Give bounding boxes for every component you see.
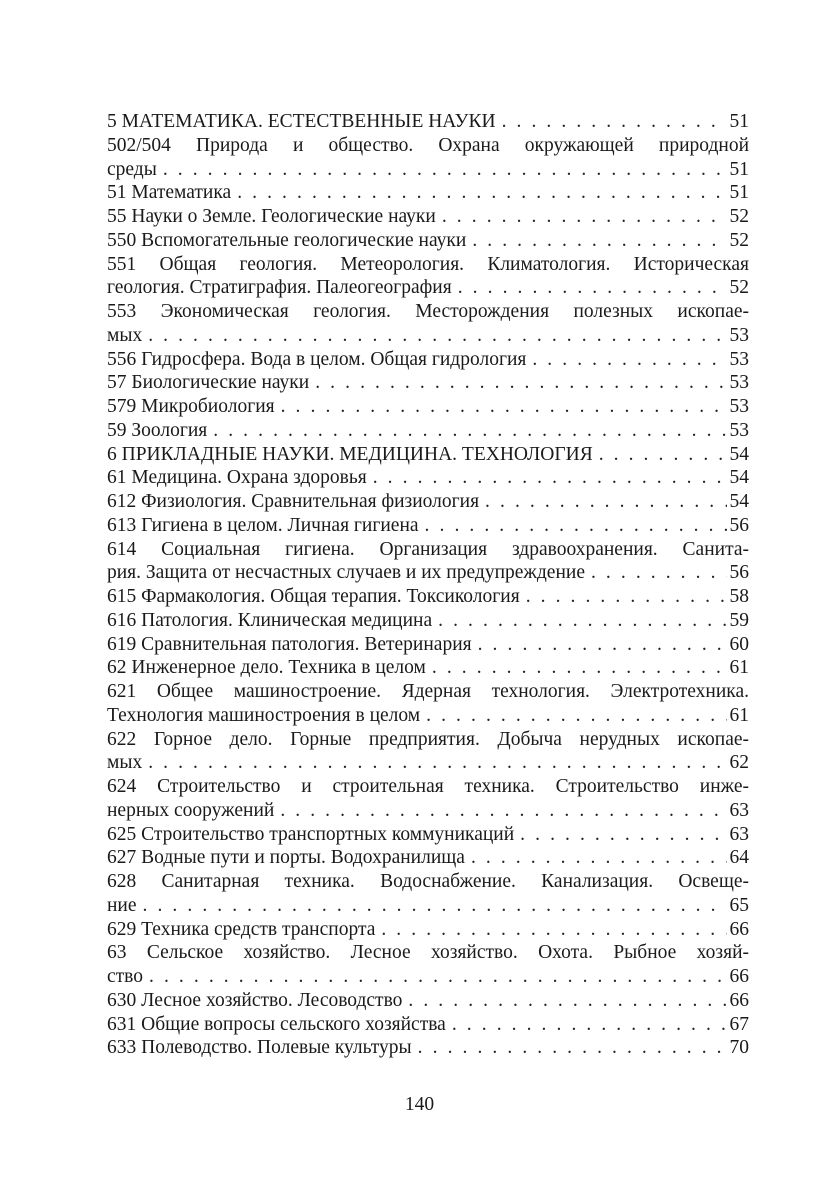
toc-entry bbox=[107, 181, 749, 205]
toc-entry-title: 624 Строительство и строительная техника. Строительство инже- bbox=[107, 776, 749, 797]
toc-entry bbox=[107, 300, 749, 348]
toc-page-number: 56 bbox=[729, 562, 749, 584]
toc-entry bbox=[107, 110, 749, 134]
toc-entry-last-line bbox=[107, 751, 749, 775]
toc-entry-last-line bbox=[107, 419, 749, 443]
leader-dots bbox=[149, 965, 726, 989]
toc-entry-title: 59 Зоология bbox=[107, 419, 208, 441]
toc-entry-title: 55 Науки о Земле. Геологические науки bbox=[107, 206, 436, 227]
toc-entry-title: 631 Общие вопросы сельского хозяйства bbox=[107, 1013, 446, 1035]
toc-page-number: 52 bbox=[729, 206, 749, 227]
leader-dots bbox=[281, 395, 727, 419]
toc-entry-last-line bbox=[107, 656, 749, 680]
toc-page-number: 51 bbox=[729, 111, 749, 132]
toc-entry-line bbox=[107, 538, 749, 562]
toc-entry-title: геология. Стратиграфия. Палеогеография bbox=[107, 277, 452, 299]
toc-page-number: 54 bbox=[729, 491, 749, 512]
toc-entry-title: 622 Горное дело. Горные предприятия. Добыча нерудных ископае- bbox=[107, 728, 749, 750]
leader-dots bbox=[438, 609, 726, 633]
toc-page-number: 53 bbox=[729, 419, 749, 441]
toc-page-number: 63 bbox=[729, 823, 749, 845]
toc-entry-title: 621 Общее машиностроение. Ядерная технология. Электротехника. bbox=[107, 681, 749, 702]
toc-entry-last-line bbox=[107, 371, 749, 395]
toc-entry-title: 614 Социальная гигиена. Организация здравоохранения. Санита- bbox=[107, 538, 749, 560]
toc-entry-title: 63 Сельское хозяйство. Лесное хозяйство. Охота. Рыбное хозяй- bbox=[107, 942, 749, 964]
toc-entry-last-line bbox=[107, 205, 749, 229]
toc-page-number: 66 bbox=[729, 989, 749, 1011]
toc-entry-title: 627 Водные пути и порты. Водохранилища bbox=[107, 847, 465, 869]
leader-dots bbox=[418, 1036, 727, 1060]
toc-page-number: 51 bbox=[729, 182, 749, 204]
toc-entry-title: 612 Физиология. Сравнительная физиология bbox=[107, 491, 480, 512]
toc-entry bbox=[107, 229, 749, 253]
toc-entry-title: 5 МАТЕМАТИКА. ЕСТЕСТВЕННЫЕ НАУКИ bbox=[107, 111, 496, 132]
toc-entry-last-line bbox=[107, 704, 749, 728]
toc-entry-last-line bbox=[107, 918, 749, 942]
toc-entry bbox=[107, 348, 749, 372]
toc-entry bbox=[107, 395, 749, 419]
toc-entry-title: нерных сооружений bbox=[107, 799, 275, 821]
toc-entry-title: 62 Инженерное дело. Техника в целом bbox=[107, 657, 426, 679]
toc-page-number: 53 bbox=[729, 348, 749, 370]
toc-entry-title: ство bbox=[107, 966, 144, 987]
toc-entry-line bbox=[107, 134, 749, 158]
toc-page-number: 63 bbox=[729, 799, 749, 821]
leader-dots bbox=[143, 894, 727, 918]
leader-dots bbox=[425, 514, 727, 538]
toc-entry-last-line bbox=[107, 633, 749, 657]
toc-entry bbox=[107, 656, 749, 680]
toc-entry bbox=[107, 585, 749, 609]
toc-entry bbox=[107, 609, 749, 633]
toc-entry-line bbox=[107, 728, 749, 752]
toc-entry-last-line bbox=[107, 181, 749, 205]
toc-entry-line bbox=[107, 775, 749, 799]
toc-page-number: 52 bbox=[729, 277, 749, 299]
toc-entry-last-line bbox=[107, 799, 749, 823]
toc-entry bbox=[107, 633, 749, 657]
toc-page-number: 70 bbox=[729, 1037, 749, 1059]
toc-entry bbox=[107, 823, 749, 847]
toc-entry-last-line bbox=[107, 110, 749, 134]
toc-entry-title: 615 Фармакология. Общая терапия. Токсикология bbox=[107, 586, 520, 607]
toc-entry-last-line bbox=[107, 585, 749, 609]
toc-page-number: 56 bbox=[729, 514, 749, 536]
leader-dots bbox=[426, 704, 726, 728]
leader-dots bbox=[315, 371, 726, 395]
toc-entry-last-line bbox=[107, 276, 749, 300]
toc-page-number: 67 bbox=[729, 1013, 749, 1035]
toc-page-number: 66 bbox=[729, 918, 749, 940]
toc-entry-last-line bbox=[107, 1013, 749, 1037]
toc-page-number: 53 bbox=[729, 396, 749, 417]
toc-entry bbox=[107, 775, 749, 823]
leader-dots bbox=[442, 205, 727, 229]
toc-page-number: 53 bbox=[729, 324, 749, 346]
leader-dots bbox=[213, 419, 726, 443]
leader-dots bbox=[532, 348, 726, 372]
toc-entry bbox=[107, 490, 749, 514]
toc-entry bbox=[107, 538, 749, 586]
toc-entry bbox=[107, 846, 749, 870]
leader-dots bbox=[458, 276, 727, 300]
toc-entry-last-line bbox=[107, 561, 749, 585]
toc-page-number: 59 bbox=[729, 609, 749, 631]
toc-entry-title: 628 Санитарная техника. Водоснабжение. Канализация. Освеще- bbox=[107, 871, 749, 892]
toc-entry bbox=[107, 466, 749, 490]
toc-entry-title: 625 Строительство транспортных коммуникаций bbox=[107, 823, 515, 845]
toc-page-number: 58 bbox=[729, 586, 749, 607]
toc-entry-last-line bbox=[107, 466, 749, 490]
toc-entry-title: 579 Микробиология bbox=[107, 396, 275, 417]
toc-entry-last-line bbox=[107, 609, 749, 633]
leader-dots bbox=[502, 110, 727, 134]
toc-entry-title: Технология машиностроения в целом bbox=[107, 704, 421, 726]
toc-entry bbox=[107, 253, 749, 301]
leader-dots bbox=[280, 799, 726, 823]
table-of-contents bbox=[107, 110, 749, 1060]
toc-entry bbox=[107, 419, 749, 443]
toc-page-number: 64 bbox=[729, 847, 749, 869]
toc-entry bbox=[107, 514, 749, 538]
toc-entry-title: 556 Гидросфера. Вода в целом. Общая гидрология bbox=[107, 348, 527, 370]
leader-dots bbox=[373, 466, 727, 490]
toc-entry-title: 629 Техника средств транспорта bbox=[107, 918, 376, 940]
toc-entry bbox=[107, 134, 749, 182]
toc-entry-last-line bbox=[107, 989, 749, 1013]
leader-dots bbox=[148, 324, 726, 348]
toc-entry-title: среды bbox=[107, 158, 157, 180]
leader-dots bbox=[452, 1013, 727, 1037]
toc-entry-title: 619 Сравнительная патология. Ветеринария bbox=[107, 633, 472, 655]
toc-entry-last-line bbox=[107, 894, 749, 918]
toc-entry bbox=[107, 728, 749, 776]
toc-entry bbox=[107, 989, 749, 1013]
toc-entry-line bbox=[107, 680, 749, 704]
leader-dots bbox=[408, 989, 726, 1013]
toc-entry bbox=[107, 918, 749, 942]
toc-page-number: 61 bbox=[729, 657, 749, 679]
toc-entry-last-line bbox=[107, 158, 749, 182]
toc-entry-title: 633 Полеводство. Полевые культуры bbox=[107, 1037, 412, 1059]
toc-entry bbox=[107, 443, 749, 467]
leader-dots bbox=[163, 158, 727, 182]
toc-entry-line bbox=[107, 300, 749, 324]
leader-dots bbox=[520, 823, 726, 847]
toc-page-number: 51 bbox=[729, 158, 749, 180]
leader-dots bbox=[381, 918, 726, 942]
toc-page-number: 53 bbox=[729, 372, 749, 394]
leader-dots bbox=[148, 751, 726, 775]
toc-page-number: 52 bbox=[729, 229, 749, 251]
toc-entry-title: ние bbox=[107, 894, 137, 916]
toc-entry-last-line bbox=[107, 846, 749, 870]
toc-entry-last-line bbox=[107, 324, 749, 348]
toc-entry-last-line bbox=[107, 514, 749, 538]
toc-page-number: 65 bbox=[729, 894, 749, 916]
toc-entry-title: 51 Математика bbox=[107, 182, 232, 204]
toc-page-number: 54 bbox=[729, 467, 749, 489]
leader-dots bbox=[526, 585, 727, 609]
toc-entry-title: 553 Экономическая геология. Месторождения полезных ископае- bbox=[107, 301, 749, 322]
toc-entry bbox=[107, 870, 749, 918]
toc-page-number: 62 bbox=[729, 752, 749, 774]
toc-entry-title: мых bbox=[107, 324, 143, 346]
toc-entry-title: 613 Гигиена в целом. Личная гигиена bbox=[107, 514, 419, 536]
toc-entry-line bbox=[107, 941, 749, 965]
toc-page-number: 60 bbox=[729, 633, 749, 655]
leader-dots bbox=[485, 490, 726, 514]
toc-entry-title: 502/504 Природа и общество. Охрана окружающей природной bbox=[107, 134, 749, 156]
leader-dots bbox=[599, 443, 727, 467]
toc-entry bbox=[107, 1036, 749, 1060]
toc-entry-title: 551 Общая геология. Метеорология. Климатология. Историческая bbox=[107, 253, 749, 275]
toc-entry-line bbox=[107, 253, 749, 277]
toc-entry bbox=[107, 680, 749, 728]
toc-entry-last-line bbox=[107, 348, 749, 372]
toc-entry-line bbox=[107, 870, 749, 894]
leader-dots bbox=[591, 561, 727, 585]
toc-page-number: 61 bbox=[729, 704, 749, 726]
toc-entry bbox=[107, 205, 749, 229]
toc-entry-last-line bbox=[107, 395, 749, 419]
toc-entry bbox=[107, 1013, 749, 1037]
toc-entry-last-line bbox=[107, 443, 749, 467]
toc-entry-last-line bbox=[107, 823, 749, 847]
toc-entry-last-line bbox=[107, 965, 749, 989]
toc-entry-title: 6 ПРИКЛАДНЫЕ НАУКИ. МЕДИЦИНА. ТЕХНОЛОГИЯ bbox=[107, 443, 593, 465]
toc-entry bbox=[107, 371, 749, 395]
leader-dots bbox=[432, 656, 727, 680]
leader-dots bbox=[471, 846, 727, 870]
toc-entry-title: 616 Патология. Клиническая медицина bbox=[107, 609, 433, 631]
toc-entry bbox=[107, 941, 749, 989]
leader-dots bbox=[478, 633, 727, 657]
toc-page-number: 66 bbox=[729, 966, 749, 987]
leader-dots bbox=[237, 181, 726, 205]
toc-entry-last-line bbox=[107, 229, 749, 253]
toc-entry-title: мых bbox=[107, 752, 143, 774]
toc-entry-last-line bbox=[107, 1036, 749, 1060]
toc-entry-title: 57 Биологические науки bbox=[107, 372, 310, 394]
toc-entry-title: 630 Лесное хозяйство. Лесоводство bbox=[107, 989, 403, 1011]
leader-dots bbox=[472, 229, 726, 253]
toc-entry-title: 61 Медицина. Охрана здоровья bbox=[107, 467, 367, 489]
toc-page-number: 54 bbox=[729, 443, 749, 465]
toc-entry-title: 550 Вспомогательные геологические науки bbox=[107, 229, 467, 251]
toc-entry-last-line bbox=[107, 490, 749, 514]
toc-entry-title: рия. Защита от несчастных случаев и их предупреждение bbox=[107, 562, 585, 584]
page-number: 140 bbox=[404, 1094, 435, 1115]
